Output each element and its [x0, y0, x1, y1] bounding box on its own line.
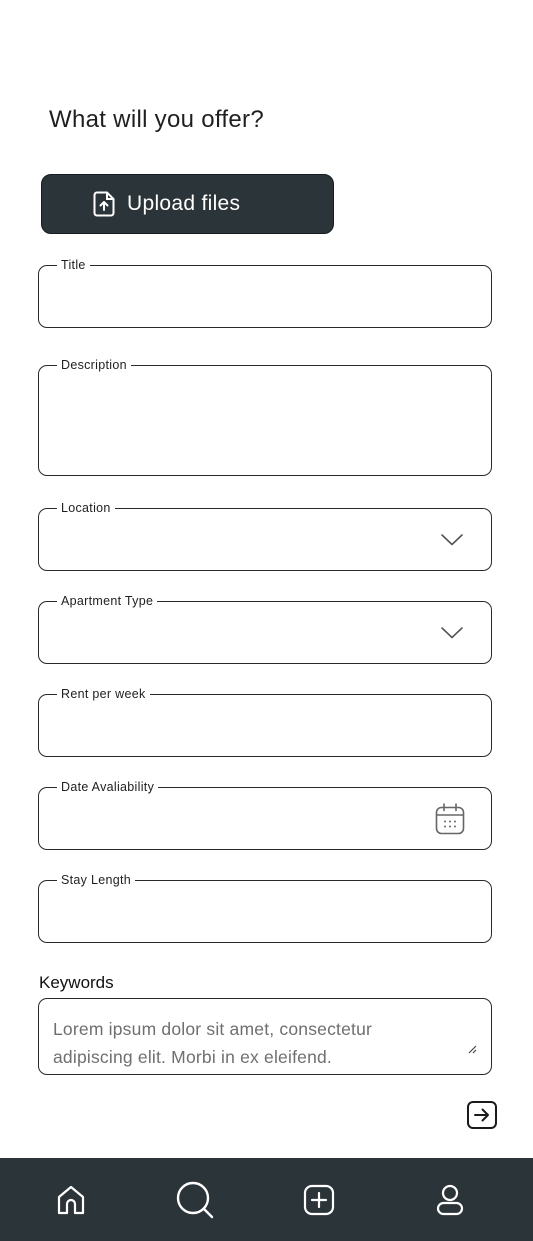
next-button[interactable] — [467, 1101, 497, 1129]
nav-profile[interactable] — [430, 1180, 470, 1220]
date-field-label: Date Avaliability — [57, 780, 158, 794]
chevron-down-icon — [441, 534, 463, 546]
home-icon — [54, 1183, 88, 1217]
keywords-text-line-2: adipiscing elit. Morbi in ex eleifend. — [53, 1047, 332, 1067]
description-field[interactable] — [38, 358, 492, 476]
apartment-type-field-label: Apartment Type — [57, 594, 157, 608]
calendar-icon[interactable] — [435, 803, 465, 835]
keywords-textarea[interactable] — [38, 998, 492, 1075]
description-field-label: Description — [57, 358, 131, 372]
stay-length-field-label: Stay Length — [57, 873, 135, 887]
title-field[interactable] — [38, 258, 492, 328]
apartment-type-select[interactable] — [38, 594, 492, 664]
date-availability-field[interactable] — [38, 780, 492, 850]
location-select[interactable] — [38, 501, 492, 571]
search-icon — [175, 1180, 215, 1220]
nav-add[interactable] — [299, 1180, 339, 1220]
user-icon — [435, 1183, 465, 1217]
plus-square-icon — [302, 1183, 336, 1217]
page-title: What will you offer? — [49, 106, 264, 133]
rent-per-week-field[interactable] — [38, 687, 492, 757]
nav-home[interactable] — [51, 1180, 91, 1220]
upload-files-button[interactable] — [41, 174, 334, 234]
upload-files-label: Upload files — [127, 192, 241, 215]
keywords-text-line-1: Lorem ipsum dolor sit amet, consectetur — [53, 1019, 373, 1039]
location-field-label: Location — [57, 501, 115, 515]
chevron-down-icon — [441, 627, 463, 639]
keywords-label: Keywords — [39, 973, 114, 992]
title-field-label: Title — [57, 258, 90, 272]
upload-file-icon — [93, 191, 115, 217]
bottom-navigation — [0, 1158, 533, 1241]
nav-search[interactable] — [175, 1180, 215, 1220]
arrow-right-icon — [473, 1107, 491, 1123]
stay-length-field[interactable] — [38, 873, 492, 943]
resize-handle-icon[interactable] — [468, 1034, 477, 1062]
rent-field-label: Rent per week — [57, 687, 150, 701]
